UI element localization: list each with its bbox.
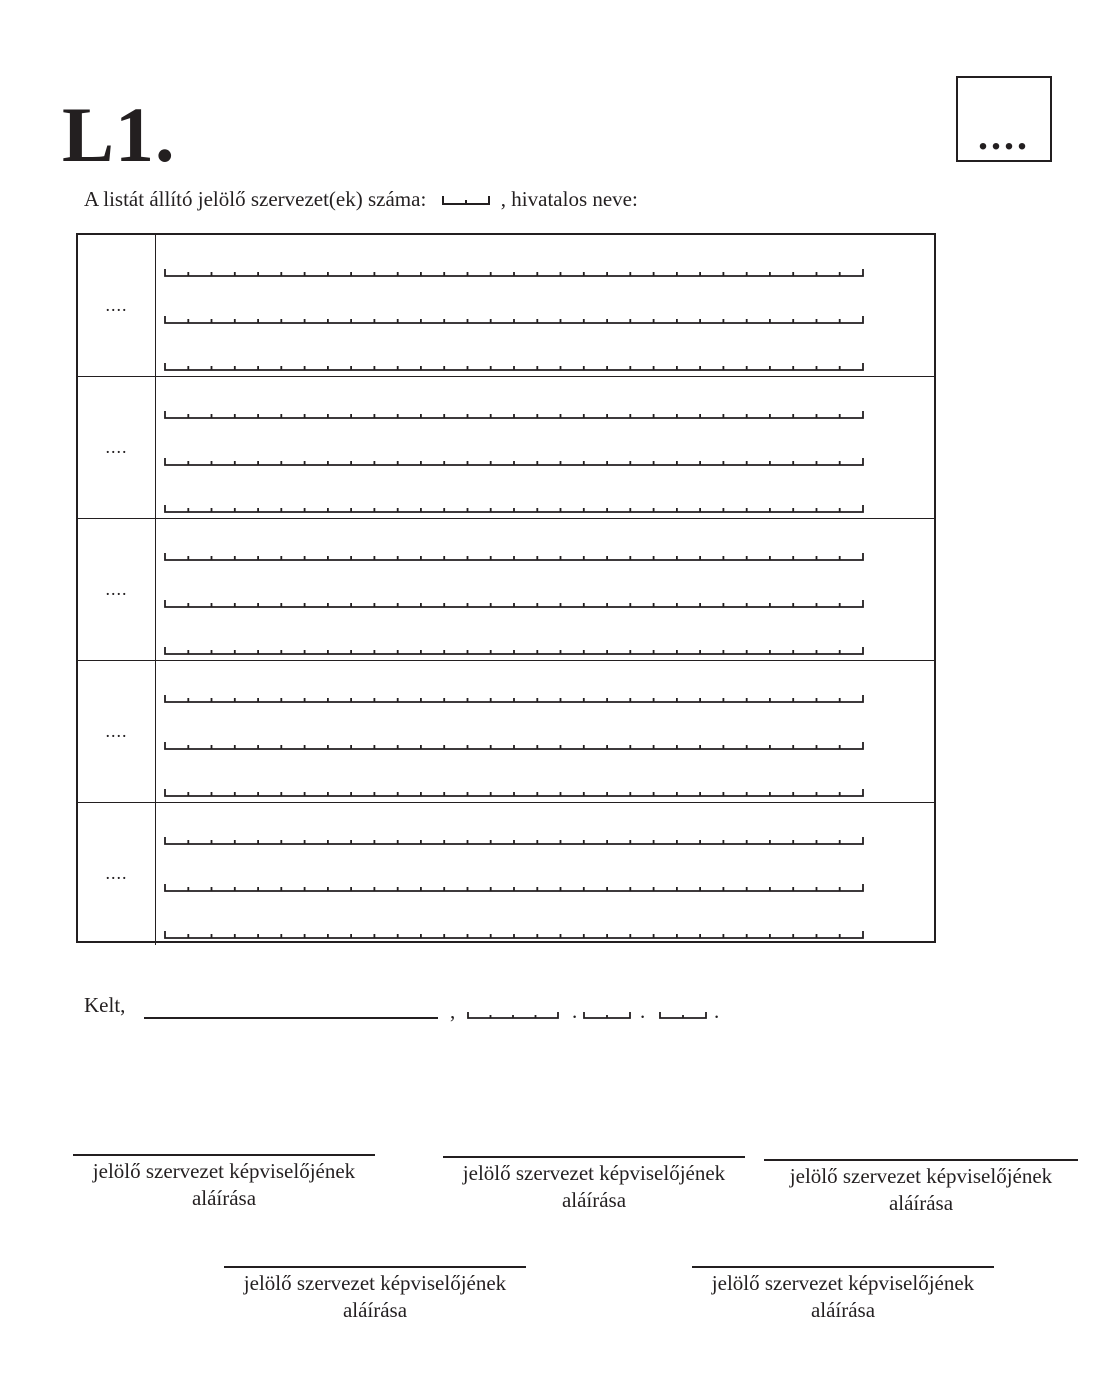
signature-caption-2: aláírása (888, 1191, 954, 1215)
signature-line[interactable] (224, 1266, 526, 1268)
name-character-field[interactable] (164, 408, 868, 420)
name-character-field[interactable] (164, 550, 868, 562)
signature-line[interactable] (443, 1156, 745, 1158)
signature-block (434, 1156, 754, 1214)
signature-caption: jelölő szervezet képviselőjének (462, 1161, 726, 1185)
signature-line[interactable] (73, 1154, 375, 1156)
date-dot-2: . (640, 999, 646, 1023)
signature-caption: jelölő szervezet képviselőjének (92, 1159, 356, 1183)
name-character-field[interactable] (164, 739, 868, 751)
row-number: .... (78, 803, 156, 945)
signature-caption-2: aláírása (191, 1186, 257, 1210)
organization-number-label: A listát állító jelölő szervezet(ek) száma: (84, 187, 427, 211)
signature-caption: jelölő szervezet képviselőjének (711, 1271, 975, 1295)
year-field[interactable] (468, 1012, 558, 1018)
month-field[interactable] (584, 1012, 630, 1018)
name-character-field[interactable] (164, 786, 868, 798)
name-character-field[interactable] (164, 502, 868, 514)
signature-caption: jelölő szervezet képviselőjének (789, 1164, 1053, 1188)
date-comma: , (450, 999, 456, 1023)
name-row (78, 803, 934, 945)
organization-line (84, 187, 638, 212)
signature-caption: jelölő szervezet képviselőjének (243, 1271, 507, 1295)
name-character-field[interactable] (164, 834, 868, 846)
row-number: .... (78, 377, 156, 518)
signature-block (683, 1266, 1003, 1324)
signature-block (761, 1159, 1081, 1217)
organization-name-grid (76, 233, 936, 943)
signature-line[interactable] (692, 1266, 994, 1268)
date-line (144, 998, 744, 1024)
name-field-group (164, 661, 868, 802)
organization-number-field[interactable] (442, 192, 490, 206)
form-code: L1. (62, 91, 176, 178)
signature-line[interactable] (764, 1159, 1078, 1161)
organization-name-label: , hivatalos neve: (500, 187, 638, 211)
name-row (78, 519, 934, 661)
name-field-group (164, 519, 868, 660)
name-field-group (164, 377, 868, 518)
name-row (78, 661, 934, 803)
name-field-group (164, 803, 868, 945)
signature-block (64, 1154, 384, 1212)
date-label: Kelt, (84, 993, 126, 1017)
date-dot-1: . (572, 999, 578, 1023)
signature-caption-2: aláírása (561, 1188, 627, 1212)
name-character-field[interactable] (164, 692, 868, 704)
name-field-group (164, 235, 868, 376)
name-character-field[interactable] (164, 455, 868, 467)
name-character-field[interactable] (164, 928, 868, 940)
name-row (78, 377, 934, 519)
day-field[interactable] (660, 1012, 706, 1018)
page-number-box[interactable] (956, 76, 1052, 162)
date-dot-3: . (714, 999, 720, 1023)
row-number: .... (78, 661, 156, 802)
signature-block (215, 1266, 535, 1324)
signature-caption-2: aláírása (342, 1298, 408, 1322)
row-number: .... (78, 235, 156, 376)
name-character-field[interactable] (164, 644, 868, 656)
name-character-field[interactable] (164, 881, 868, 893)
name-character-field[interactable] (164, 597, 868, 609)
signature-caption-2: aláírása (810, 1298, 876, 1322)
row-number: .... (78, 519, 156, 660)
name-character-field[interactable] (164, 266, 868, 278)
name-row (78, 235, 934, 377)
page-number: .... (978, 113, 1030, 158)
name-character-field[interactable] (164, 313, 868, 325)
name-character-field[interactable] (164, 360, 868, 372)
